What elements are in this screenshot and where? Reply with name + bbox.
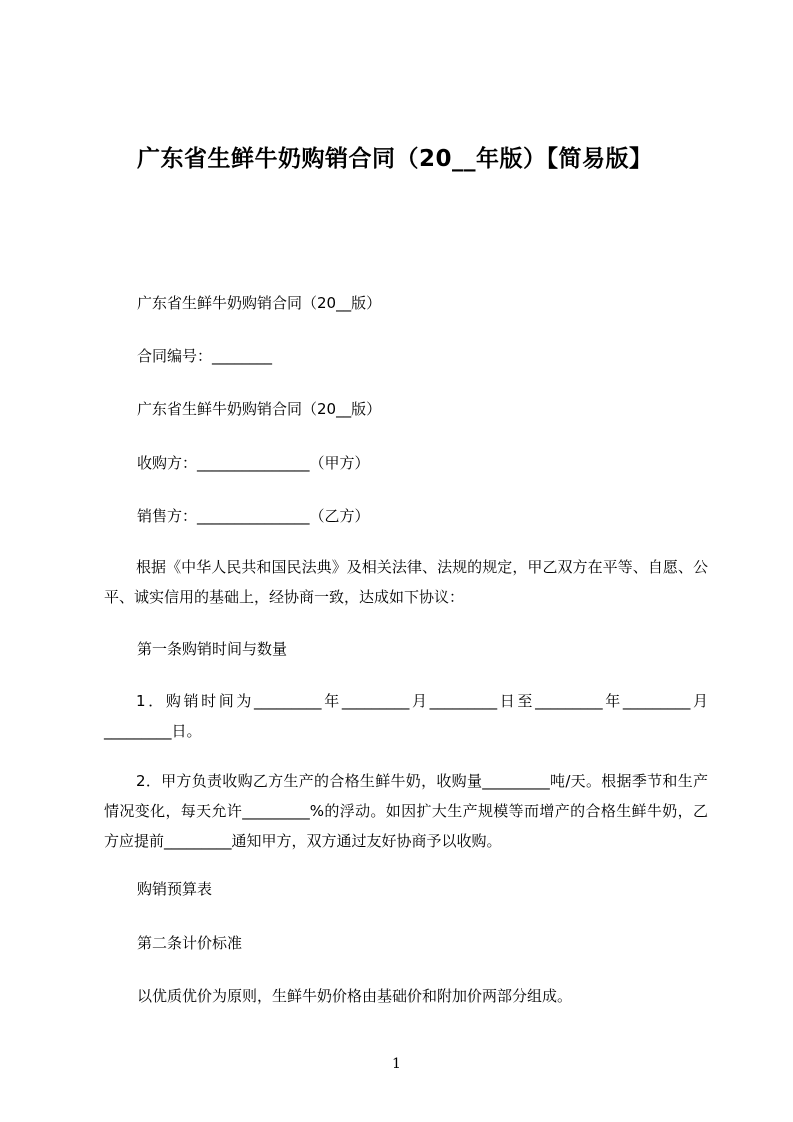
- article-2-text: 以优质优价为原则，生鲜牛奶价格由基础价和附加价两部分组成。: [137, 987, 573, 1005]
- contract-number: 合同编号：________: [137, 347, 273, 365]
- buyer-line: 收购方：_______________（甲方）: [137, 454, 370, 472]
- preamble-paragraph: 根据《中华人民共和国民法典》及相关法律、法规的规定，甲乙双方在平等、自愿、公平、诚实信用的基础上，经协商一致，达成如下协议：: [104, 558, 708, 606]
- page-number: 1: [392, 1056, 401, 1072]
- subtitle-2: 广东省生鲜牛奶购销合同（20__版）: [137, 400, 382, 418]
- budget-table-heading: 购销预算表: [137, 880, 213, 898]
- subtitle-1: 广东省生鲜牛奶购销合同（20__版）: [137, 294, 382, 312]
- article-2-heading: 第二条计价标准: [137, 934, 243, 952]
- document-title: 广东省生鲜牛奶购销合同（20__年版）【简易版】: [137, 146, 653, 172]
- article-1-item-2: 2．甲方负责收购乙方生产的合格生鲜牛奶，收购量_________吨/天。根据季节和生产情况变化，每天允许_________%的浮动。如因扩大生产规模等而增产的合格生鲜牛奶，乙方应提前_________通知甲方，双方通过友好协商予以收购。: [104, 772, 708, 850]
- article-1-item-1: 1．购销时间为_________年_________月_________日至_________年_________月_________日。: [104, 692, 708, 740]
- seller-line: 销售方：_______________（乙方）: [137, 507, 370, 525]
- article-1-heading: 第一条购销时间与数量: [137, 640, 288, 658]
